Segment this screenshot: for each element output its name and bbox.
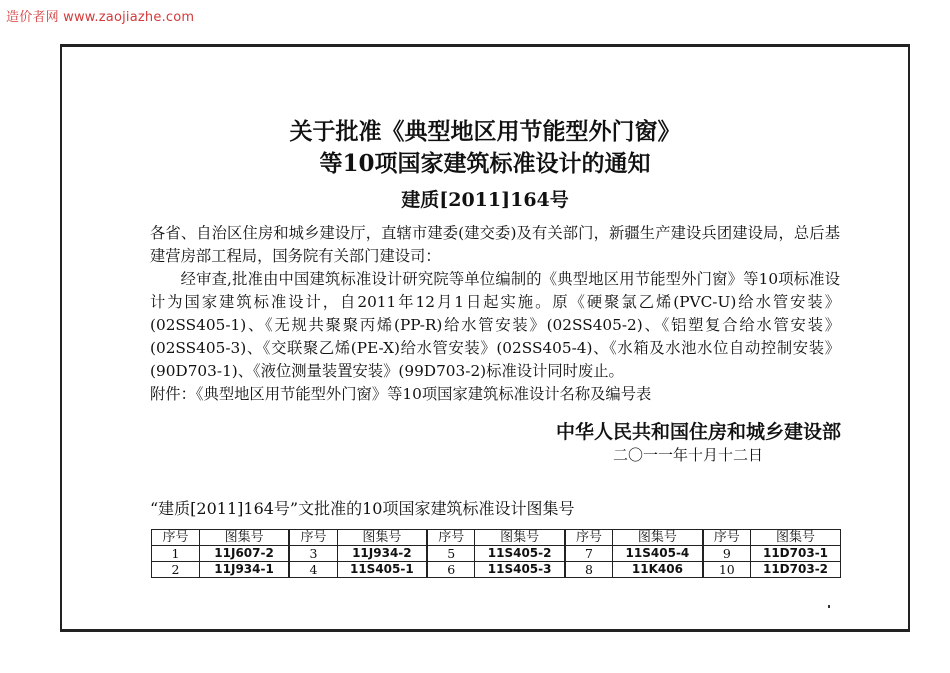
cell-no: 4 — [289, 562, 337, 578]
attachment-line: 附件：《典型地区用节能型外门窗》等10项国家建筑标准设计名称及编号表 — [150, 385, 652, 403]
cell-code: 11D703-2 — [751, 562, 841, 578]
cell-code: 11S405-2 — [475, 546, 565, 562]
cell-no: 2 — [152, 562, 200, 578]
table-row — [152, 562, 841, 578]
header-no: 序号 — [565, 530, 613, 546]
table-header-row — [152, 530, 841, 546]
site-watermark: 造价者网 www.zaojiazhe.com — [6, 10, 195, 25]
table-caption: “建质[2011]164号”文批准的10项国家建筑标准设计图集号 — [150, 499, 575, 518]
notice-title-line2: 等10项国家建筑标准设计的通知 — [319, 150, 651, 177]
cell-code: 11S405-1 — [337, 562, 427, 578]
cell-no: 9 — [703, 546, 751, 562]
header-code: 图集号 — [337, 530, 427, 546]
header-code: 图集号 — [613, 530, 703, 546]
header-no: 序号 — [152, 530, 200, 546]
atlas-code-table — [151, 529, 841, 578]
header-no: 序号 — [289, 530, 337, 546]
cell-no: 5 — [427, 546, 475, 562]
cell-no: 8 — [565, 562, 613, 578]
scan-speck — [828, 605, 830, 608]
header-no: 序号 — [427, 530, 475, 546]
header-no: 序号 — [703, 530, 751, 546]
header-code: 图集号 — [199, 530, 289, 546]
cell-no: 3 — [289, 546, 337, 562]
header-code: 图集号 — [475, 530, 565, 546]
cell-no: 7 — [565, 546, 613, 562]
cell-code: 11K406 — [613, 562, 703, 578]
cell-code: 11S405-4 — [613, 546, 703, 562]
addressee-paragraph: 各省、自治区住房和城乡建设厅，直辖市建委(建交委)及有关部门，新疆生产建设兵团建设局，总后基建营房部工程局，国务院有关部门建设司： — [150, 224, 840, 265]
notice-body — [150, 222, 840, 406]
cell-code: 11S405-3 — [475, 562, 565, 578]
table-row — [152, 546, 841, 562]
cell-no: 6 — [427, 562, 475, 578]
cell-code: 11J607-2 — [199, 546, 289, 562]
cell-code: 11D703-1 — [751, 546, 841, 562]
issue-date: 二〇一一年十月十二日 — [612, 446, 763, 464]
approval-paragraph: 经审查,批准由中国建筑标准设计研究院等单位编制的《典型地区用节能型外门窗》等10项标准设计为国家建筑标准设计，自2011年12月1日起实施。原《硬聚氯乙烯(PVC-U)给水管安装》(02SS405-1)、《无规共聚聚丙烯(PP-R)给水管安装》(02SS405-2)、《铝塑复合给水管安装》(02SS405-3)、《交联聚乙烯(PE-X)给水管安装》(02SS405-4)、《水箱及水池水位自动控制安装》(90D703-1)、《液位测量装置安装》(99D703-2)标准设计同时废止。 — [150, 270, 840, 380]
document-number: 建质[2011]164号 — [401, 189, 569, 211]
notice-title-line1: 关于批准《典型地区用节能型外门窗》 — [289, 118, 681, 145]
header-code: 图集号 — [751, 530, 841, 546]
cell-code: 11J934-2 — [337, 546, 427, 562]
issuing-authority: 中华人民共和国住房和城乡建设部 — [555, 421, 841, 443]
cell-no: 1 — [152, 546, 200, 562]
cell-code: 11J934-1 — [199, 562, 289, 578]
cell-no: 10 — [703, 562, 751, 578]
